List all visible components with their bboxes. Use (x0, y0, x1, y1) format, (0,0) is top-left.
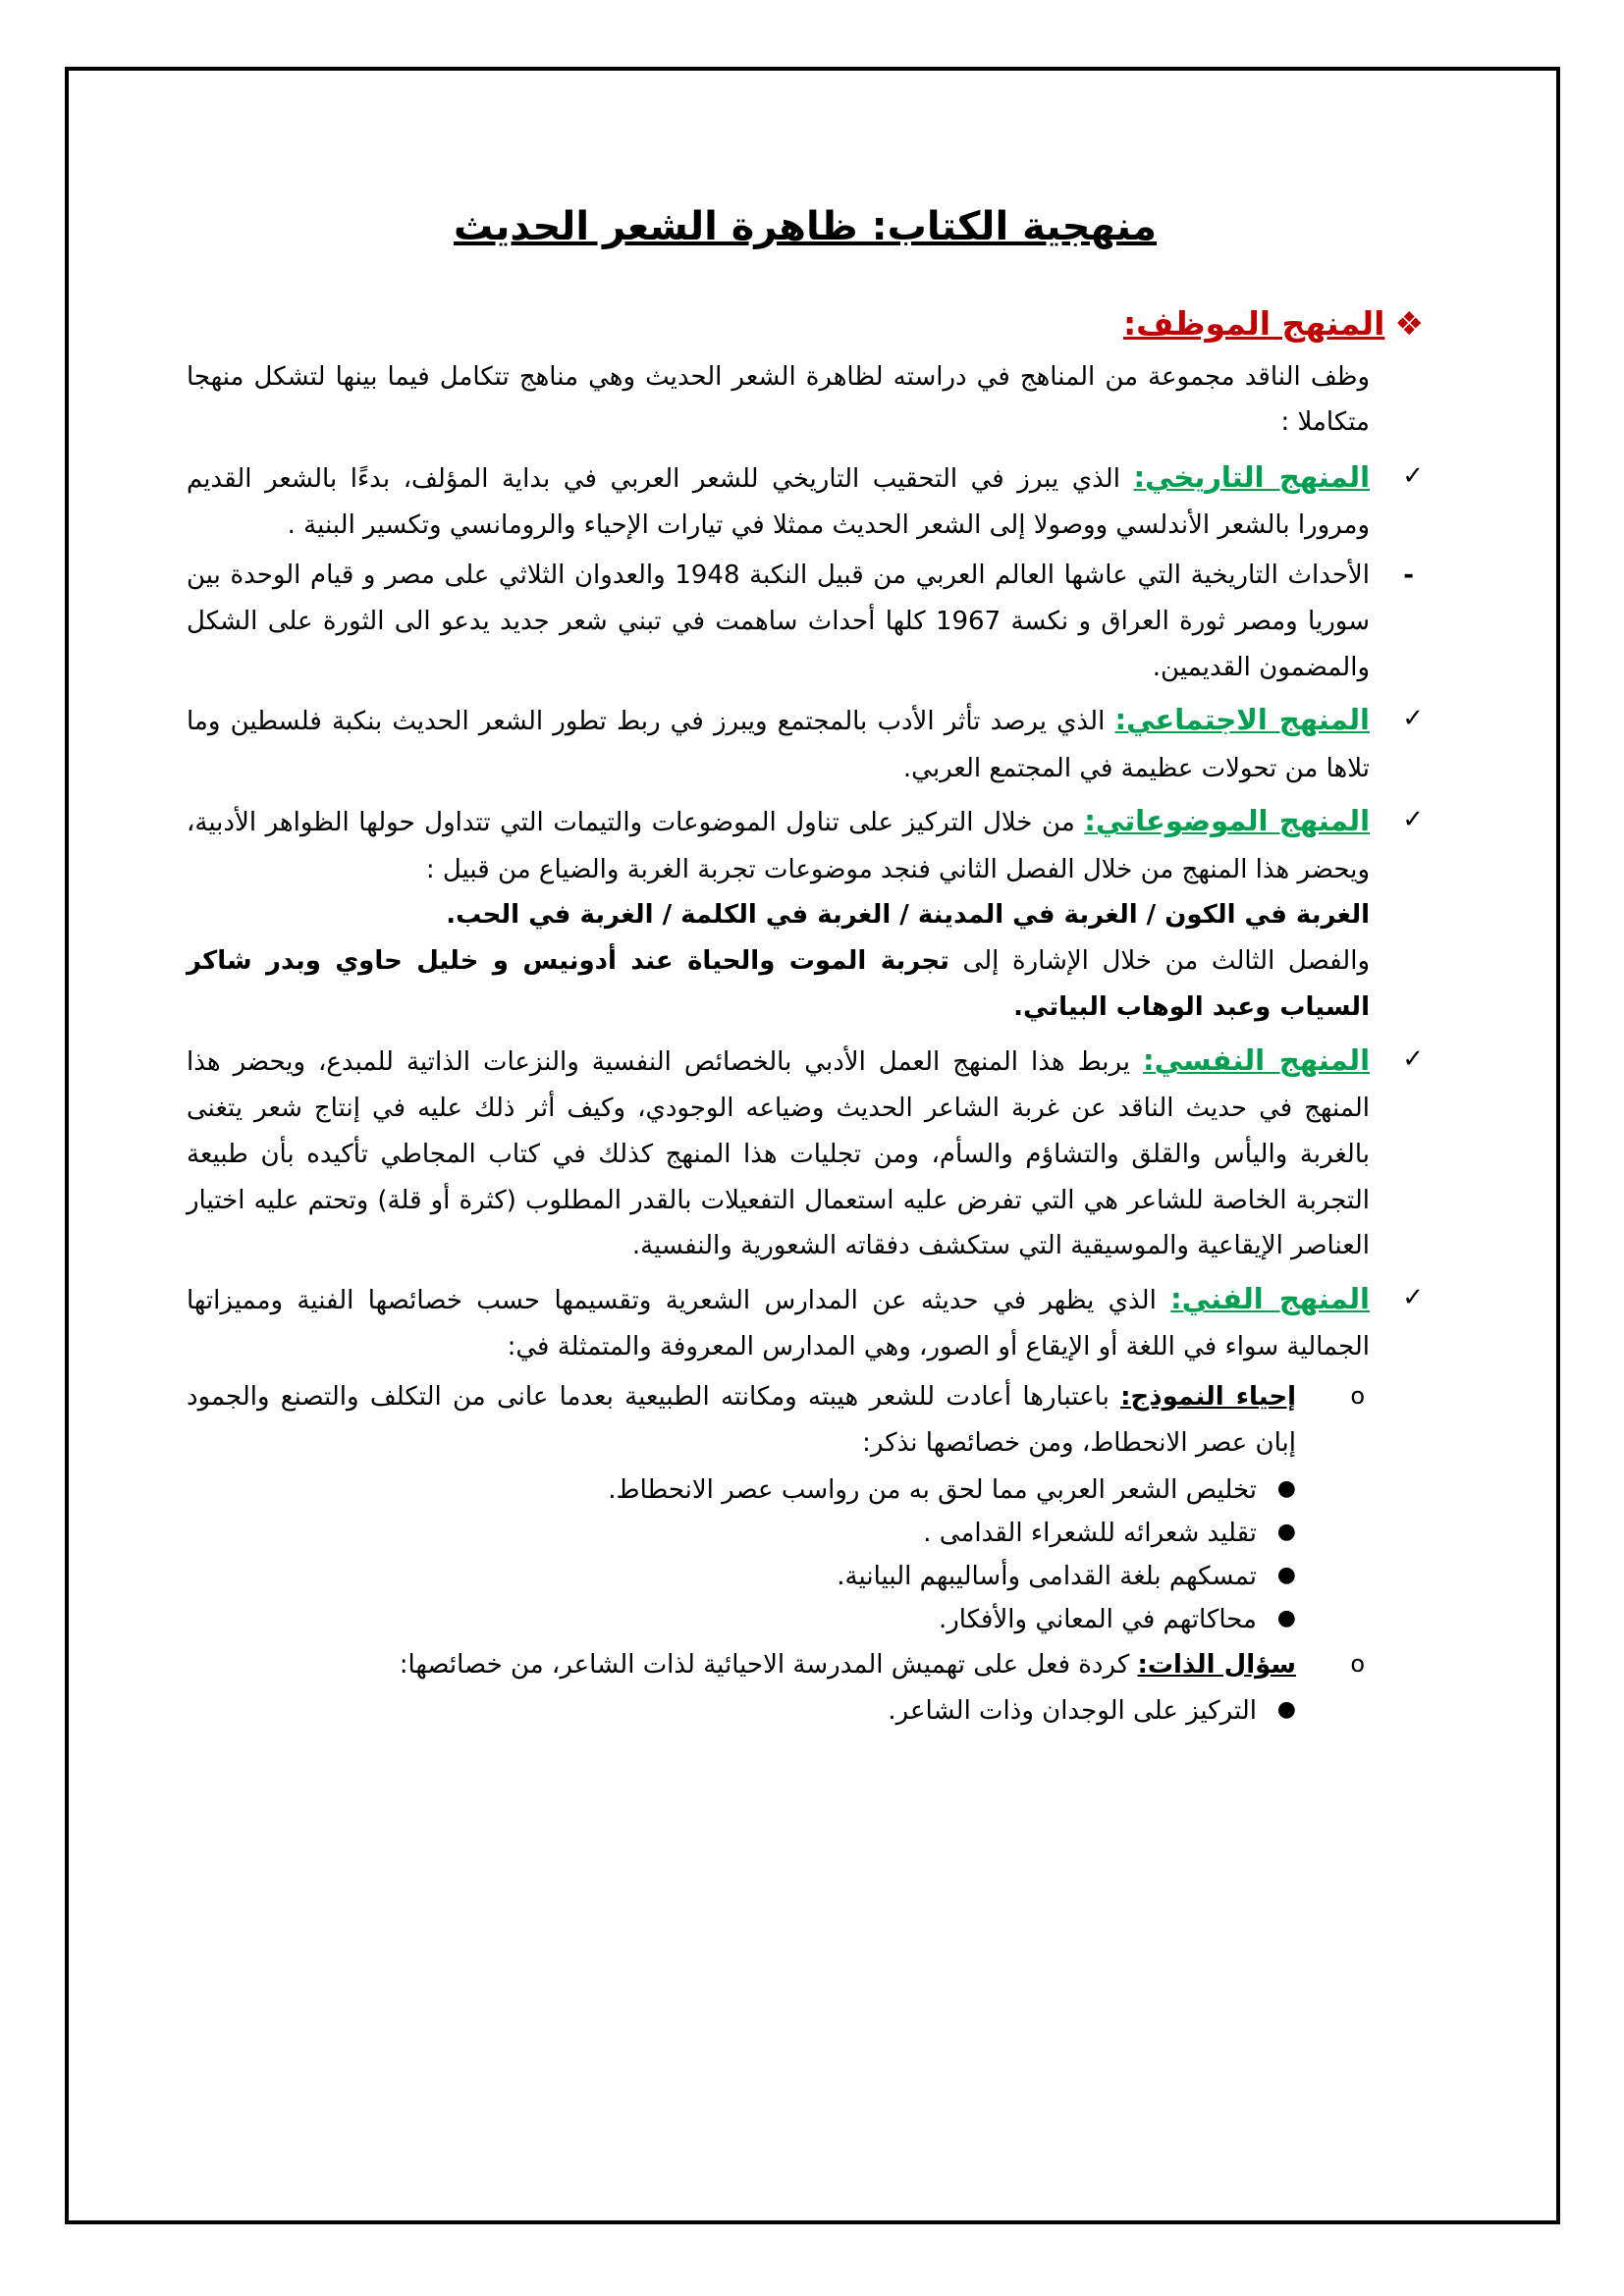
self-text: كردة فعل على تهميش المدرسة الاحيائية لذات الشاعر، من خصائصها: (399, 1649, 1130, 1680)
bullet-icon: ● (1276, 1563, 1296, 1588)
psych-method-head: المنهج النفسي: (1143, 1042, 1371, 1077)
historical-method-text: الذي يبرز في التحقيب التاريخي للشعر العربي في بداية المؤلف، بدءًا بالشعر القديم ومرورا بالشعر الأندلسي ووصولا إلى الشعر الحديث ممثلا في تيارات الإحياء والرومانسي وتكسير البنية . (187, 464, 1370, 541)
self-bullets (187, 1689, 1424, 1733)
checkmark-icon: ✓ (1402, 461, 1424, 492)
social-method (187, 694, 1424, 791)
revival-text: باعتبارها أعادت للشعر هيبته ومكانته الطبيعية بعدما عانى من التكلف والتصنع والجمود إبان عصر الانحطاط، ومن خصائصها نذكر: (187, 1382, 1296, 1458)
psych-method (187, 1035, 1424, 1269)
bullet-icon: ● (1276, 1697, 1296, 1723)
section-heading-text: المنهج الموظف: (1122, 304, 1385, 343)
thematic-death-life: تجربة الموت والحياة عند أدونيس و خليل حاوي وبدر شاكر السياب وعبد الوهاب البياتي. (187, 946, 1370, 1023)
self-school (187, 1642, 1424, 1688)
diamond-icon: ❖ (1394, 304, 1424, 343)
thematic-method (187, 795, 1424, 1030)
historical-method-head: المنهج التاريخي: (1133, 460, 1371, 495)
historical-events (187, 553, 1424, 690)
circle-icon: o (1350, 1649, 1365, 1678)
checkmark-icon: ✓ (1402, 805, 1424, 835)
dash-icon: - (1403, 561, 1414, 591)
list-item: ● تمسكهم بلغة القدامى وأساليبهم البيانية. (187, 1555, 1257, 1598)
intro-paragraph: وظف الناقد مجموعة من المناهج في دراسته لظاهرة الشعر الحديث وهي مناهج تتكامل فيما بينها لتشكل منهجا متكاملا : (187, 361, 1370, 438)
historical-method (187, 452, 1424, 549)
page-title: منهجية الكتاب: ظاهرة الشعر الحديث (454, 204, 1157, 249)
revival-school (187, 1374, 1424, 1467)
artistic-method-text: الذي يظهر في حديثه عن المدارس الشعرية وتقسيمها حسب خصائصها الفنية ومميزاتها الجمالية سواء في اللغة أو الإيقاع أو الصور، وهي المدارس المعروفة والمتمثلة في: (187, 1286, 1370, 1362)
historical-events-text: الأحداث التاريخية التي عاشها العالم العربي من قبيل النكبة 1948 والعدوان الثلاثي على مصر و قيام الوحدة بين سوريا ومصر ثورة العراق و نكسة 1967 كلها أحداث ساهمت في تبني شعر جديد يدعو الى الثورة على الشكل والمضمون القديمين. (187, 561, 1370, 682)
checkmark-icon: ✓ (1402, 704, 1424, 734)
bullet-icon: ● (1276, 1606, 1296, 1631)
thematic-alienation-list: الغربة في الكون / الغربة في المدينة / الغربة في الكلمة / الغربة في الحب. (446, 900, 1370, 931)
checkmark-icon: ✓ (1402, 1283, 1424, 1313)
psych-method-text: يربط هذا المنهج العمل الأدبي بالخصائص النفسية والنزعات الذاتية للمبدع، ويحضر هذا المنهج في حديث الناقد عن غربة الشاعر الحديث وضياعه الوجودي، وكيف أثر ذلك عليه في إنتاج شعر يتغنى بالغربة واليأس والقلق والتشاؤم والسأم، ومن تجليات هذا المنهج كذلك في كتاب المجاطي تأكيده بأن طبيعة التجربة الخاصة للشاعر هي التي تفرض عليه استعمال التفعيلات بالقدر المطلوب (كثرة أو قلة) وتحتم عليه اختيار العناصر الإيقاعية والموسيقية التي ستكشف دفقاته الشعورية والنفسية. (187, 1046, 1370, 1261)
artistic-method (187, 1273, 1424, 1370)
thematic-method-text: من خلال التركيز على تناول الموضوعات والتيمات التي تتداول حولها الظواهر الأدبية، ويحضر هذا المنهج من خلال الفصل الثاني فنجد موضوعات تجربة الغربة والضياع من قبيل : (187, 808, 1370, 884)
thematic-third-chapter: والفصل الثالث من خلال الإشارة إلى (962, 946, 1371, 977)
section-heading (187, 299, 1424, 348)
revival-bullets (187, 1468, 1424, 1642)
social-method-text: الذي يرصد تأثر الأدب بالمجتمع ويبرز في ربط تطور الشعر الحديث بنكبة فلسطين وما تلاها من تحولات عظيمة في المجتمع العربي. (187, 707, 1370, 783)
circle-icon: o (1350, 1382, 1365, 1411)
list-item: ● التركيز على الوجدان وذات الشاعر. (187, 1689, 1257, 1733)
list-item: ● تقليد شعرائه للشعراء القدامى . (187, 1512, 1257, 1555)
social-method-head: المنهج الاجتماعي: (1114, 703, 1371, 737)
artistic-method-head: المنهج الفني: (1170, 1282, 1370, 1316)
bullet-icon: ● (1276, 1519, 1296, 1544)
bullet-icon: ● (1276, 1475, 1296, 1501)
list-item: ● تخليص الشعر العربي مما لحق به من رواسب عصر الانحطاط. (187, 1468, 1257, 1512)
list-item: ● محاكاتهم في المعاني والأفكار. (187, 1598, 1257, 1641)
document-body (187, 201, 1424, 1734)
revival-head: إحياء النموذج: (1120, 1382, 1297, 1413)
self-head: سؤال الذات: (1137, 1649, 1296, 1680)
checkmark-icon: ✓ (1402, 1043, 1424, 1074)
thematic-method-head: المنهج الموضوعاتي: (1084, 804, 1371, 838)
